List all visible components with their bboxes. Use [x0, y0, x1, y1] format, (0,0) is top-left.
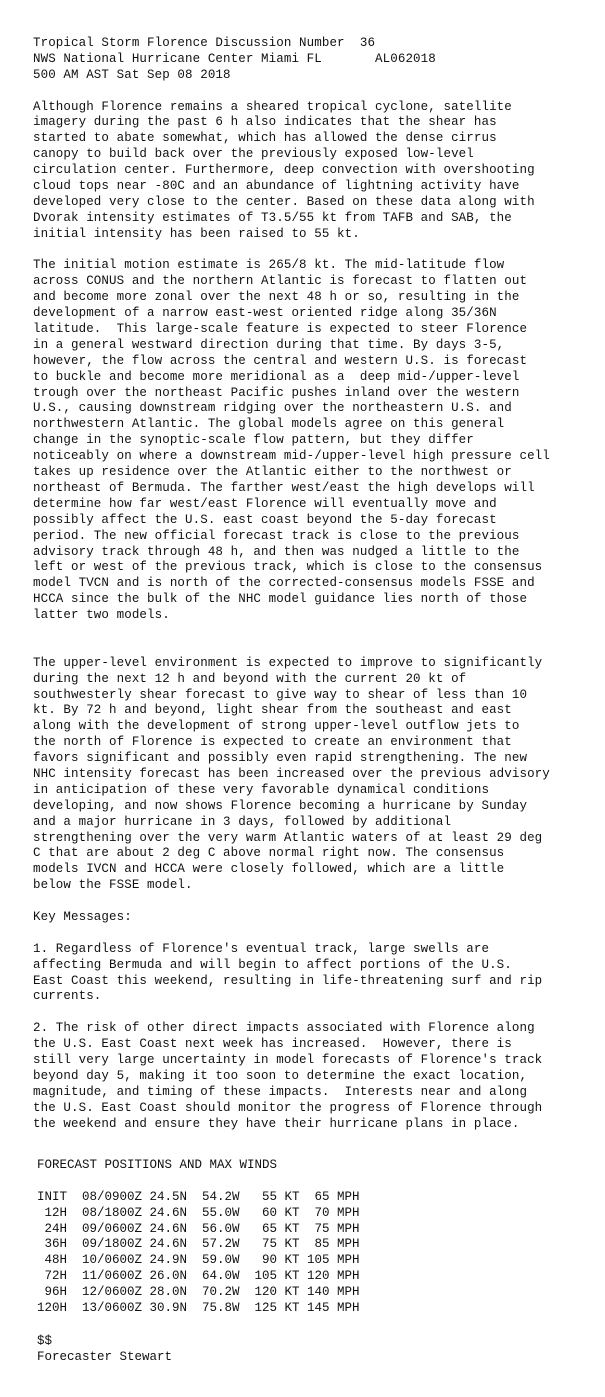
forecast-row: INIT 08/0900Z 24.5N 54.2W 55 KT 65 MPH — [37, 1189, 360, 1204]
forecast-row: 48H 10/0600Z 24.9N 59.0W 90 KT 105 MPH — [37, 1253, 360, 1268]
text-line: currents. — [33, 989, 102, 1004]
text-line: determine how far west/east Florence will eventually move and — [33, 496, 497, 511]
text-line: initial intensity has been raised to 55 kt. — [33, 226, 360, 241]
text-line: NHC intensity forecast has been increased over the previous advisory — [33, 766, 550, 781]
text-line: HCCA since the bulk of the NHC model guidance lies north of those — [33, 592, 528, 607]
text-line: in anticipation of these very favorable dynamical conditions — [33, 782, 490, 797]
forecast-row: 36H 09/1800Z 24.6N 57.2W 75 KT 85 MPH — [37, 1237, 360, 1252]
text-line: the north of Florence is expected to create an environment that — [33, 735, 512, 750]
forecast-row: 96H 12/0600Z 28.0N 70.2W 120 KT 140 MPH — [37, 1285, 360, 1300]
text-line: along with the development of strong upper-level outflow jets to — [33, 719, 520, 734]
forecast-row: 12H 08/1800Z 24.6N 55.0W 60 KT 70 MPH — [37, 1205, 360, 1220]
forecast-row: 72H 11/0600Z 26.0N 64.0W 105 KT 120 MPH — [37, 1269, 360, 1284]
text-line: developing, and now shows Florence becoming a hurricane by Sunday — [33, 798, 528, 813]
text-line: 1. Regardless of Florence's eventual track, large swells are — [33, 941, 490, 956]
text-line: The upper-level environment is expected to improve to significantly — [33, 655, 543, 670]
header-line: Tropical Storm Florence Discussion Number 36 — [33, 36, 376, 50]
text-line: northeast of Bermuda. The farther west/east the high develops will — [33, 480, 535, 495]
text-line: developed very close to the center. Based on these data along with — [33, 194, 535, 209]
text-line: magnitude, and timing of these impacts. Interests near and along — [33, 1084, 528, 1099]
text-line: northwestern Atlantic. The global models agree on this general — [33, 417, 505, 432]
text-line: the U.S. East Coast should monitor the progress of Florence through — [33, 1100, 543, 1115]
environment-paragraph — [33, 656, 599, 894]
heading-line: Key Messages: — [33, 910, 132, 924]
text-line: The initial motion estimate is 265/8 kt. The mid-latitude flow — [33, 258, 505, 273]
text-line: affecting Bermuda and will begin to affect portions of the U.S. — [33, 957, 512, 972]
key-messages-heading — [33, 910, 599, 926]
text-line: development of a narrow east-west oriented ridge along 35/36N — [33, 306, 497, 321]
forecast-table — [37, 1158, 360, 1317]
text-line: and a major hurricane in 3 days, followed by additional — [33, 814, 452, 829]
text-line: period. The new official forecast track is close to the previous — [33, 528, 520, 543]
discussion-document — [33, 36, 599, 1148]
header-line: 500 AM AST Sat Sep 08 2018 — [33, 67, 231, 82]
text-line: the weekend and ensure they have their hurricane plans in place. — [33, 1116, 520, 1131]
text-line: imagery during the past 6 h also indicates that the shear has — [33, 115, 497, 130]
text-line: latitude. This large-scale feature is expected to steer Florence — [33, 322, 528, 337]
text-line: noticeably on where a downstream mid-/upper-level high pressure cell — [33, 449, 550, 464]
motion-paragraph — [33, 258, 599, 623]
intensity-paragraph — [33, 100, 599, 243]
text-line: trough over the northeast Pacific pushes inland over the western — [33, 385, 520, 400]
text-line: below the FSSE model. — [33, 878, 193, 893]
text-line: and become more zonal over the next 48 h or so, resulting in the — [33, 290, 520, 305]
text-line: across CONUS and the northern Atlantic is forecast to flatten out — [33, 274, 528, 289]
text-line: advisory track through 48 h, and then was nudged a little to the — [33, 544, 520, 559]
text-line: East Coast this weekend, resulting in life-threatening surf and rip — [33, 973, 543, 988]
text-line: cloud tops near -80C and an abundance of lightning activity have — [33, 179, 520, 194]
text-line: started to abate somewhat, which has allowed the dense cirrus — [33, 131, 497, 146]
forecast-row: 120H 13/0600Z 30.9N 75.8W 125 KT 145 MPH — [37, 1301, 360, 1316]
end-marker: $$ — [37, 1334, 53, 1348]
header-line: NWS National Hurricane Center Miami FL AL062018 — [33, 51, 436, 66]
key-message-1 — [33, 942, 599, 1006]
text-line: model TVCN and is north of the corrected-consensus models FSSE and — [33, 576, 535, 591]
text-line: possibly affect the U.S. east coast beyond the 5-day forecast — [33, 512, 497, 527]
text-line: the U.S. East Coast next week has increased. However, there is — [33, 1037, 512, 1052]
forecaster-name: Forecaster Stewart — [37, 1349, 173, 1364]
text-line: strengthening over the very warm Atlantic waters of at least 29 deg — [33, 830, 543, 845]
text-line: Dvorak intensity estimates of T3.5/55 kt from TAFB and SAB, the — [33, 210, 512, 225]
text-line: left or west of the previous track, which is close to the consensus — [33, 560, 543, 575]
text-line: in a general westward direction during that time. By days 3-5, — [33, 337, 505, 352]
text-line: C that are about 2 deg C above normal right now. The consensus — [33, 846, 505, 861]
forecast-title: FORECAST POSITIONS AND MAX WINDS — [37, 1158, 278, 1172]
text-line: circulation center. Furthermore, deep convection with overshooting — [33, 163, 535, 178]
text-line: models IVCN and HCCA were closely followed, which are a little — [33, 862, 505, 877]
text-line: takes up residence over the Atlantic either to the northwest or — [33, 465, 512, 480]
text-line: kt. By 72 h and beyond, light shear from the southeast and east — [33, 703, 512, 718]
text-line: however, the flow across the central and western U.S. is forecast — [33, 353, 528, 368]
key-message-2 — [33, 1021, 599, 1132]
text-line: 2. The risk of other direct impacts associated with Florence along — [33, 1021, 535, 1036]
text-line: favors significant and possibly even rapid strengthening. The new — [33, 751, 528, 766]
forecast-row: 24H 09/0600Z 24.6N 56.0W 65 KT 75 MPH — [37, 1221, 360, 1236]
text-line: to buckle and become more meridional as a deep mid-/upper-level — [33, 369, 520, 384]
text-line: change in the synoptic-scale flow pattern, but they differ — [33, 433, 474, 448]
text-line: latter two models. — [33, 608, 170, 623]
text-line: during the next 12 h and beyond with the current 20 kt of — [33, 671, 467, 686]
text-line: U.S., causing downstream ridging over the northeastern U.S. and — [33, 401, 512, 416]
text-line: beyond day 5, making it too soon to determine the exact location, — [33, 1068, 528, 1083]
header-block — [33, 36, 599, 84]
text-line: canopy to build back over the previously exposed low-level — [33, 147, 474, 162]
signature-block — [37, 1334, 172, 1366]
text-line: still very large uncertainty in model forecasts of Florence's track — [33, 1053, 543, 1068]
text-line: Although Florence remains a sheared tropical cyclone, satellite — [33, 99, 512, 114]
text-line: southwesterly shear forecast to give way to shear of less than 10 — [33, 687, 528, 702]
